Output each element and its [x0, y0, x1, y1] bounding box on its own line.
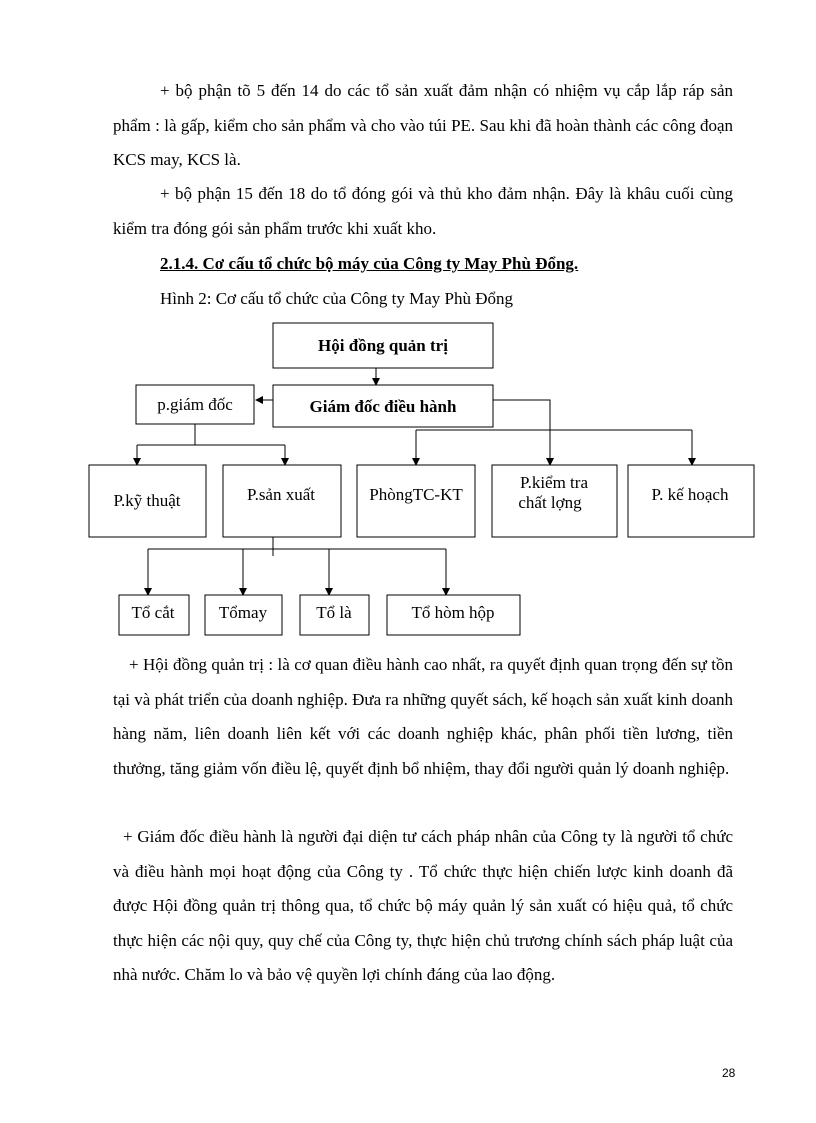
- label-production: P.sản xuất: [247, 485, 315, 504]
- label-quality-line1: P.kiểm tra: [520, 473, 588, 492]
- label-packing: Tổ hòm hộp: [411, 603, 495, 622]
- label-ceo: Giám đốc điều hành: [309, 397, 457, 416]
- label-finance: PhòngTC-KT: [369, 485, 463, 504]
- org-boxes: [89, 323, 754, 635]
- paragraph-board-description: + Hội đồng quản trị : là cơ quan điều hành cao nhất, ra quyết định quan trọng đến sự tồn tại và phát triển của doanh nghiệp. Đưa ra những quyết sách, kế hoạch sản xuất kinh doanh hàng năm, liên doanh liên kết với các doanh nghiệp khác, phân phối tiền lương, tiền thưởng, tăng giảm vốn điều lệ, quyết định bổ nhiệm, thay đổi người quản lý doanh nghiệp.: [113, 655, 733, 778]
- label-ironing: Tổ là: [316, 603, 352, 622]
- label-sewing: Tổmay: [218, 603, 268, 622]
- connector-ceo-quality: [493, 400, 550, 465]
- label-deputy: p.giám đốc: [157, 395, 233, 414]
- label-quality-line2: chất lợng: [518, 493, 582, 512]
- paragraph-ceo-description: + Giám đốc điều hành là người đại diện tư cách pháp nhân của Công ty là người tổ chức và điều hành mọi hoạt động của Công ty . Tổ chức thực hiện chiến lược kinh doanh đã được Hội đồng quản trị thông qua, tổ chức bộ máy quản lý sản xuất có hiệu quả, tổ chức thực hiện các nội quy, quy chế của Công ty, thực hiện chủ trương chính sách pháp luật của nhà nước. Chăm lo và bảo vệ quyền lợi chính đáng của lao động.: [113, 827, 733, 984]
- label-planning: P. kế hoạch: [651, 485, 729, 504]
- label-board: Hội đồng quản trị: [318, 336, 448, 355]
- label-technical: P.kỹ thuật: [113, 491, 181, 510]
- paragraph-packing: + bộ phận 15 đến 18 do tổ đóng gói và thủ kho đảm nhận. Đây là khâu cuối cùng kiểm tra đóng gói sản phẩm trước khi xuất kho.: [113, 184, 733, 238]
- section-heading: 2.1.4. Cơ cấu tổ chức bộ máy của Công ty May Phù Đổng.: [160, 254, 579, 273]
- figure-caption: Hình 2: Cơ cấu tổ chức của Công ty May Phù Đổng: [160, 289, 513, 308]
- label-cutting: Tổ cắt: [131, 603, 175, 622]
- page-number: 28: [722, 1066, 736, 1080]
- paragraph-assembly: + bộ phận tõ 5 đến 14 do các tổ sản xuất đảm nhận có nhiệm vụ cắp lắp ráp sản phẩm : là gấp, kiểm cho sản phẩm và cho vào túi PE. Sau khi đã hoàn thành các công đoạn KCS may, KCS là.: [113, 81, 733, 169]
